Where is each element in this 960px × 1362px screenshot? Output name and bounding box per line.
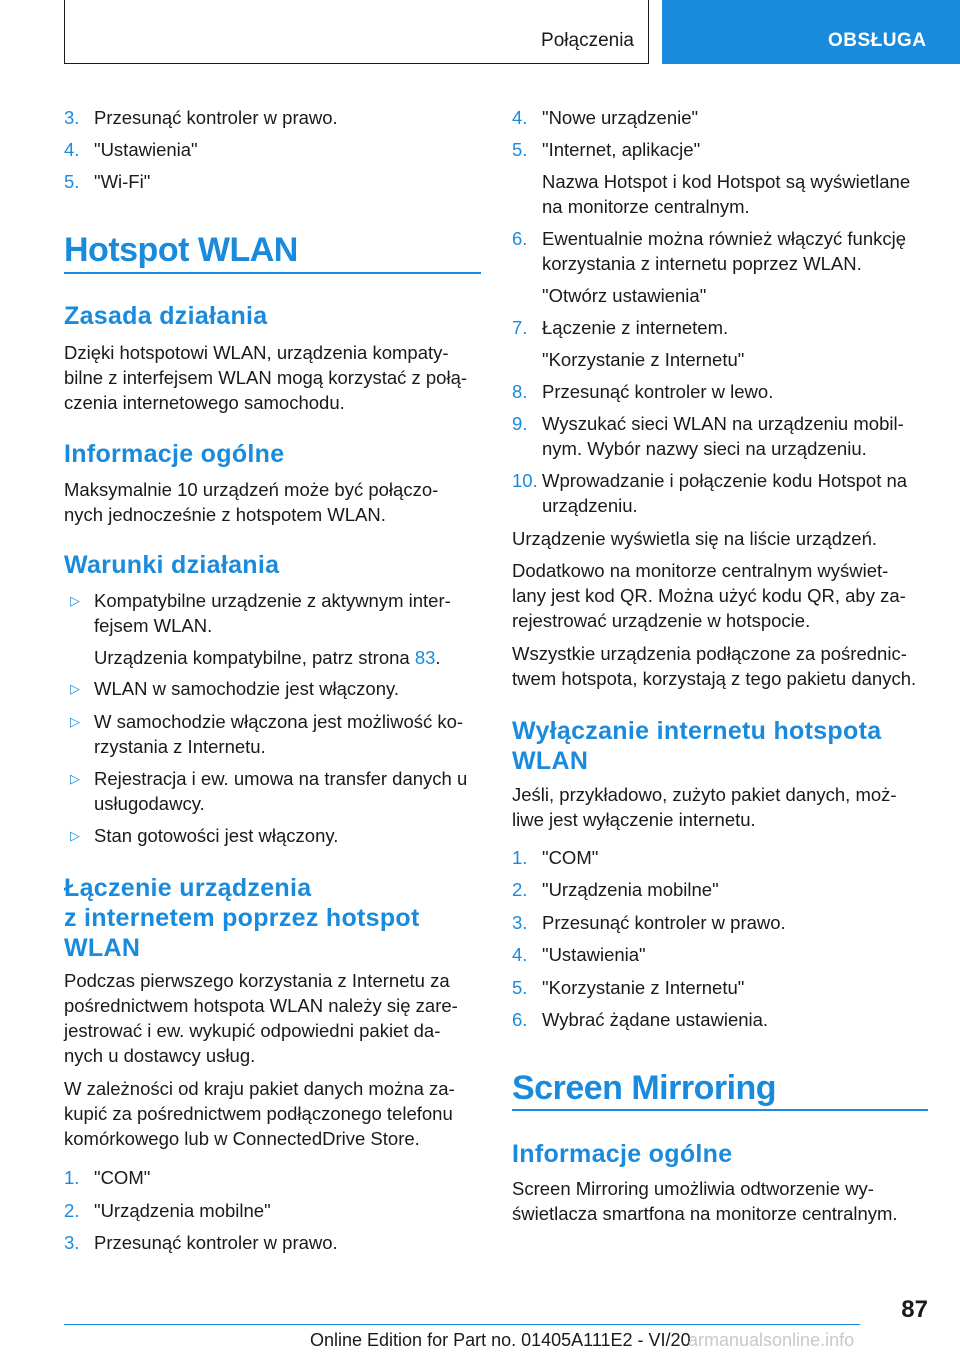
paragraph-line: nych u dostawcy usług. xyxy=(64,1045,256,1066)
page-link-83[interactable]: 83 xyxy=(414,647,436,668)
heading-connect: Łączenie urządzenia xyxy=(64,874,312,902)
step-text: Wybrać żądane ustawienia. xyxy=(542,1009,769,1030)
paragraph-line: nych jednocześnie z hotspotem WLAN. xyxy=(64,504,386,525)
header-chapter-label: OBSŁUGA xyxy=(828,30,927,51)
heading-general-info: Informacje ogólne xyxy=(512,1140,733,1168)
step-text: Wyszukać sieci WLAN na urządzeniu mobil- xyxy=(542,413,904,434)
step-number: 4. xyxy=(512,944,528,965)
step-number: 1. xyxy=(64,1167,80,1188)
step-text: "Ustawienia" xyxy=(542,944,646,965)
step-subtext: "Korzystanie z Internetu" xyxy=(542,349,745,370)
condition-line: Rejestracja i ew. umowa na transfer danych u xyxy=(94,768,468,789)
condition-line: Kompatybilne urządzenie z aktywnym inter- xyxy=(94,590,451,611)
step-text: Łączenie z internetem. xyxy=(542,317,729,338)
step-number: 2. xyxy=(64,1200,80,1221)
step-number: 3. xyxy=(64,107,80,128)
paragraph-line: rejestrować urządzenie w hotspocie. xyxy=(512,610,811,631)
heading-rule xyxy=(512,1109,928,1111)
step-text: korzystania z internetu poprzez WLAN. xyxy=(542,253,862,274)
step-number: 9. xyxy=(512,413,528,434)
step-text: Przesunąć kontroler w lewo. xyxy=(542,381,774,402)
step-text: Przesunąć kontroler w prawo. xyxy=(94,107,338,128)
step-number: 8. xyxy=(512,381,528,402)
bullet-triangle-icon: ▷ xyxy=(70,681,80,696)
step-text: "Ustawienia" xyxy=(94,139,198,160)
paragraph-line: Urządzenie wyświetla się na liście urządzeń. xyxy=(512,528,878,549)
heading-hotspot-wlan: Hotspot WLAN xyxy=(64,231,298,269)
step-text: "COM" xyxy=(542,847,599,868)
page-number: 87 xyxy=(901,1296,928,1323)
header-chapter-tab xyxy=(662,0,960,64)
step-number: 7. xyxy=(512,317,528,338)
step-text: nym. Wybór nazwy sieci na urządzeniu. xyxy=(542,438,867,459)
header-section-title: Połączenia xyxy=(541,30,634,51)
step-text: "Korzystanie z Internetu" xyxy=(542,977,745,998)
step-text: urządzeniu. xyxy=(542,495,638,516)
step-text: Przesunąć kontroler w prawo. xyxy=(94,1232,338,1253)
condition-line: rzystania z Internetu. xyxy=(94,736,266,757)
step-text: "COM" xyxy=(94,1167,151,1188)
step-number: 4. xyxy=(64,139,80,160)
paragraph-line: Jeśli, przykładowo, zużyto pakiet danych, moż- xyxy=(512,784,897,805)
step-text: Ewentualnie można również włączyć funkcję xyxy=(542,228,907,249)
heading-conditions: Warunki działania xyxy=(64,551,280,579)
paragraph-line: pośrednictwem hotspota WLAN należy się zare- xyxy=(64,995,458,1016)
step-number: 6. xyxy=(512,1009,528,1030)
step-text: "Urządzenia mobilne" xyxy=(542,879,719,900)
paragraph-line: Maksymalnie 10 urządzeń może być połączo- xyxy=(64,479,439,500)
step-number: 2. xyxy=(512,879,528,900)
step-text: "Internet, aplikacje" xyxy=(542,139,701,160)
bullet-triangle-icon: ▷ xyxy=(70,593,80,608)
heading-screen-mirroring: Screen Mirroring xyxy=(512,1069,777,1107)
paragraph-line: czenia internetowego samochodu. xyxy=(64,392,345,413)
step-number: 5. xyxy=(64,171,80,192)
heading-connect: WLAN xyxy=(64,934,141,962)
bullet-triangle-icon: ▷ xyxy=(70,714,80,729)
step-text: Wprowadzanie i połączenie kodu Hotspot na xyxy=(542,470,908,491)
paragraph-line: bilne z interfejsem WLAN mogą korzystać z połą- xyxy=(64,367,468,388)
paragraph-line: kupić za pośrednictwem podłączonego telefonu xyxy=(64,1103,453,1124)
step-number: 5. xyxy=(512,139,528,160)
paragraph-line: W zależności od kraju pakiet danych można za- xyxy=(64,1078,455,1099)
paragraph-line: Podczas pierwszego korzystania z Internetu za xyxy=(64,970,450,991)
watermark: armanualsonline.info xyxy=(688,1330,855,1350)
heading-disable-internet: WLAN xyxy=(512,747,589,775)
paragraph-line: jestrować i ew. wykupić odpowiedni pakiet da- xyxy=(64,1020,441,1041)
condition-line: W samochodzie włączona jest możliwość ko- xyxy=(94,711,464,732)
paragraph-line: Screen Mirroring umożliwia odtworzenie wy- xyxy=(512,1178,874,1199)
bullet-triangle-icon: ▷ xyxy=(70,828,80,843)
paragraph-line: Wszystkie urządzenia podłączone za pośrednic- xyxy=(512,643,907,664)
step-number: 6. xyxy=(512,228,528,249)
heading-general-info: Informacje ogólne xyxy=(64,440,285,468)
heading-connect: z internetem poprzez hotspot xyxy=(64,904,420,932)
step-subtext: na monitorze centralnym. xyxy=(542,196,750,217)
step-subtext: "Otwórz ustawienia" xyxy=(542,285,707,306)
heading-principle: Zasada działania xyxy=(64,302,268,330)
paragraph-line: komórkowego lub w ConnectedDrive Store. xyxy=(64,1128,420,1149)
condition-line: Stan gotowości jest włączony. xyxy=(94,825,339,846)
step-number: 4. xyxy=(512,107,528,128)
step-number: 10. xyxy=(512,470,538,491)
condition-line: WLAN w samochodzie jest włączony. xyxy=(94,678,400,699)
paragraph-line: Dzięki hotspotowi WLAN, urządzenia kompaty- xyxy=(64,342,449,363)
step-number: 5. xyxy=(512,977,528,998)
paragraph-line: twem hotspota, korzystają z tego pakietu danych. xyxy=(512,668,917,689)
heading-disable-internet: Wyłączanie internetu hotspota xyxy=(512,717,882,745)
step-subtext: Nazwa Hotspot i kod Hotspot są wyświetlane xyxy=(542,171,911,192)
condition-line: usługodawcy. xyxy=(94,793,205,814)
step-text: "Wi-Fi" xyxy=(94,171,151,192)
step-text: Przesunąć kontroler w prawo. xyxy=(542,912,786,933)
header-section-box xyxy=(64,0,649,64)
paragraph-line: Dodatkowo na monitorze centralnym wyświet- xyxy=(512,560,889,581)
step-text: "Nowe urządzenie" xyxy=(542,107,699,128)
compat-note: Urządzenia kompatybilne, patrz strona 83. xyxy=(94,647,441,668)
paragraph-line: świetlacza smartfona na monitorze centralnym. xyxy=(512,1203,898,1224)
step-number: 3. xyxy=(64,1232,80,1253)
step-text: "Urządzenia mobilne" xyxy=(94,1200,271,1221)
step-number: 1. xyxy=(512,847,528,868)
bullet-triangle-icon: ▷ xyxy=(70,771,80,786)
footer-rule xyxy=(64,1324,860,1325)
condition-line: fejsem WLAN. xyxy=(94,615,213,636)
paragraph-line: lany jest kod QR. Można użyć kodu QR, aby za- xyxy=(512,585,906,606)
edition-note: Online Edition for Part no. 01405A111E2 - VI/20 xyxy=(310,1330,691,1350)
paragraph-line: liwe jest wyłączenie internetu. xyxy=(512,809,756,830)
step-number: 3. xyxy=(512,912,528,933)
heading-rule xyxy=(64,272,481,274)
